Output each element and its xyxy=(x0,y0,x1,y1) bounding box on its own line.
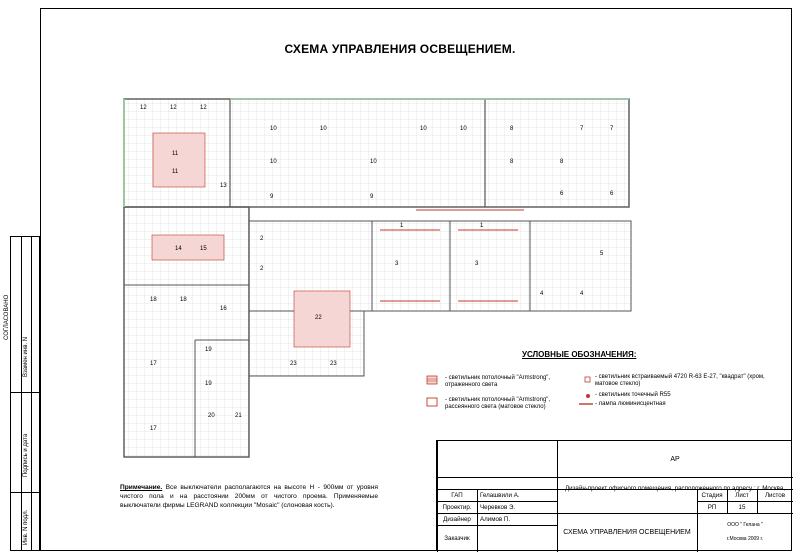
stamp-drawing-title: СХЕМА УПРАВЛЕНИЯ ОСВЕЩЕНИЕМ xyxy=(563,529,691,536)
note xyxy=(120,483,378,510)
room-label-3: 3 xyxy=(395,261,399,267)
room-label-23: 23 xyxy=(330,361,337,367)
side-stamp-sign: Подпись и дата xyxy=(23,433,29,477)
legend-item-square-lamp: - светильник встраиваемый 4720 R-63 E-27, "квадрат" (хром, матовое стекло) xyxy=(595,374,765,387)
stamp-sheet: 15 xyxy=(738,503,746,511)
room-label-8: 8 xyxy=(560,159,564,165)
room-label-10: 10 xyxy=(270,159,277,165)
stamp-person xyxy=(477,525,557,552)
note-label: Примечание. xyxy=(120,484,163,491)
stamp-role: Заказчик xyxy=(444,535,470,542)
room-label-6: 6 xyxy=(610,191,614,197)
legend-icon-fluorescent xyxy=(578,400,594,408)
room-label-5: 5 xyxy=(600,251,604,257)
room-label-10: 10 xyxy=(420,126,427,132)
room-label-10: 10 xyxy=(320,126,327,132)
room-label-18: 18 xyxy=(150,297,157,303)
stamp-city-year: г.Москва 2009 г. xyxy=(726,536,764,542)
side-stamp xyxy=(10,236,40,551)
room-label-1: 1 xyxy=(400,223,404,229)
room-label-18: 18 xyxy=(180,297,187,303)
lamp-group-11 xyxy=(153,133,205,187)
room-label-19: 19 xyxy=(205,381,212,387)
room-label-17: 17 xyxy=(150,426,157,432)
room-label-3: 3 xyxy=(475,261,479,267)
stamp-person: Алимов П. xyxy=(480,515,511,523)
note-text: Все выключатели располагаются на высоте Н - 900мм от уровня чистого пола и на расстоянии 200мм от чистого проема. Применяемые выключатели фирмы LEGRAND коллекции "Mosaic" (слоновая кость). xyxy=(120,484,378,509)
stamp-role: Проектир. xyxy=(442,503,472,511)
room-label-12: 12 xyxy=(200,105,207,111)
agreed-label: СОГЛАСОВАНО xyxy=(4,294,10,340)
room-label-9: 9 xyxy=(270,194,274,200)
room-label-11: 11 xyxy=(172,151,179,157)
room-label-10: 10 xyxy=(370,159,377,165)
lamp-group-14 xyxy=(152,235,224,260)
room-label-22: 22 xyxy=(315,315,322,321)
room-label-16: 16 xyxy=(220,306,227,312)
side-stamp-divider xyxy=(31,237,32,550)
side-stamp-inv: Инв. N подл. xyxy=(23,509,29,545)
room-label-15: 15 xyxy=(200,246,207,252)
room-label-11: 11 xyxy=(172,169,179,175)
room-label-8: 8 xyxy=(510,159,514,165)
legend-icon-square-lamp xyxy=(583,375,593,385)
room-label-19: 19 xyxy=(205,347,212,353)
side-stamp-divider xyxy=(21,237,22,550)
drawing-title: СХЕМА УПРАВЛЕНИЯ ОСВЕЩЕНИЕМ. xyxy=(284,42,516,56)
room-label-17: 17 xyxy=(150,361,157,367)
legend-icon-reflected xyxy=(426,375,440,385)
legend-icon-diffuse xyxy=(426,397,440,407)
stamp-sheets-header: Листов xyxy=(764,491,786,499)
legend-title: УСЛОВНЫЕ ОБОЗНАЧЕНИЯ: xyxy=(522,350,637,359)
stamp-project: Дизайн-проект офисного помещения, расположенного по адресу : г. Москва, xyxy=(564,485,786,492)
stamp-stage-header: Стадия xyxy=(701,491,723,499)
stamp-company: ООО " Гелана " xyxy=(727,522,763,528)
stamp-code: АР xyxy=(670,455,680,463)
legend-item-spot: - светильник точечный R55 xyxy=(595,392,671,398)
side-stamp-divider xyxy=(11,392,41,393)
legend-item-fluorescent: - лампа люминисцентная xyxy=(595,401,666,407)
lamp-group-22 xyxy=(294,291,350,347)
room-label-23: 23 xyxy=(290,361,297,367)
room-label-7: 7 xyxy=(610,126,614,132)
room-label-12: 12 xyxy=(170,105,177,111)
title-block xyxy=(436,440,792,551)
room-label-7: 7 xyxy=(580,126,584,132)
room-label-14: 14 xyxy=(175,246,182,252)
room-label-2: 2 xyxy=(260,236,264,242)
stamp-role: Дизайнер xyxy=(443,515,471,523)
legend-item-diffuse: - светильник потолочный "Armstrong", рассеянного света (матовое стекло) xyxy=(445,397,551,410)
stamp-person: Гелашвили А. xyxy=(480,491,520,499)
room-label-8: 8 xyxy=(510,126,514,132)
room-label-20: 20 xyxy=(208,413,215,419)
room-label-9: 9 xyxy=(370,194,374,200)
stamp-line xyxy=(697,513,793,514)
side-stamp-replace: Взамен инв. N xyxy=(23,336,29,377)
room-label-10: 10 xyxy=(460,126,467,132)
room-label-2: 2 xyxy=(260,266,264,272)
stamp-role: ГАП xyxy=(451,491,463,499)
room-label-1: 1 xyxy=(480,223,484,229)
room-label-13: 13 xyxy=(220,183,227,189)
stamp-stage: РП xyxy=(707,503,717,511)
room-label-6: 6 xyxy=(560,191,564,197)
room-label-10: 10 xyxy=(270,126,277,132)
stamp-sheet-header: Лист xyxy=(735,491,749,499)
side-stamp-divider xyxy=(11,492,41,493)
room-label-4: 4 xyxy=(540,291,544,297)
legend-item-reflected: - светильник потолочный "Armstrong", отраженного света xyxy=(445,375,551,388)
stamp-person: Черевков Э. xyxy=(480,503,516,511)
room-label-4: 4 xyxy=(580,291,584,297)
room-label-12: 12 xyxy=(140,105,147,111)
stamp-sheets xyxy=(757,501,793,513)
room-label-21: 21 xyxy=(235,413,242,419)
